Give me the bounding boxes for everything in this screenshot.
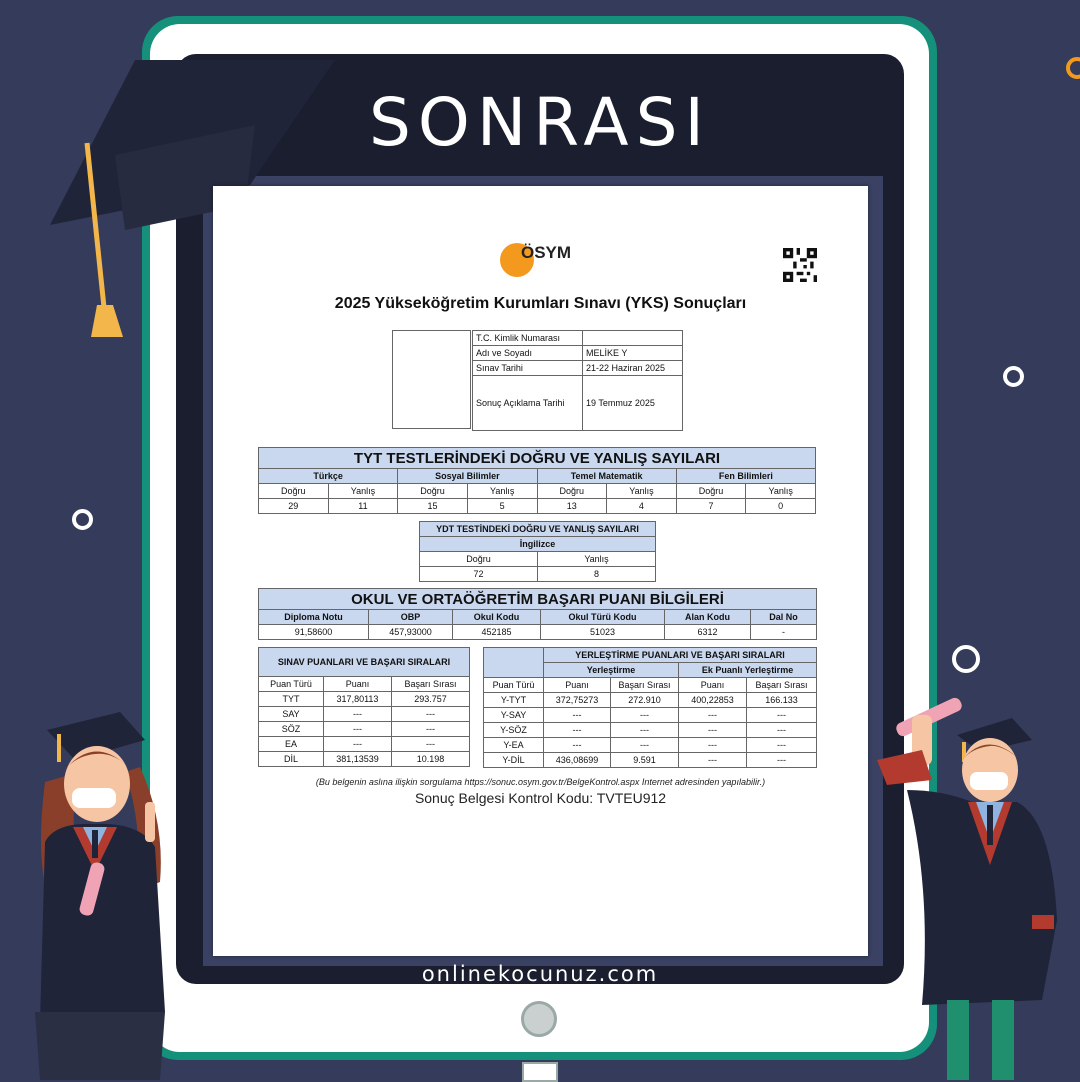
table-cell: SAY — [259, 707, 324, 722]
table-cell: 436,08699 — [544, 753, 611, 768]
graduate-boy-illustration — [872, 690, 1067, 1080]
table-cell: --- — [611, 723, 679, 738]
table-row — [259, 448, 816, 469]
table-cell: 6312 — [665, 625, 751, 640]
table-cell: Y-SAY — [484, 708, 544, 723]
table-cell: Y-TYT — [484, 693, 544, 708]
table-cell: 452185 — [453, 625, 541, 640]
control-code[interactable]: Sonuç Belgesi Kontrol Kodu: TVTEU912 — [414, 790, 667, 806]
table-cell: --- — [747, 723, 817, 738]
table-header: İngilizce — [420, 537, 656, 552]
table-row — [484, 753, 817, 768]
ydt-table — [419, 521, 656, 582]
table-cell: 293.757 — [392, 692, 470, 707]
candidate-table — [472, 330, 683, 431]
table-cell: --- — [679, 753, 747, 768]
table-row — [259, 677, 470, 692]
table-cell: 11 — [328, 499, 398, 514]
table-cell: 166.133 — [747, 693, 817, 708]
table-cell: Sınav Tarihi — [473, 361, 583, 376]
table-cell: 29 — [259, 499, 329, 514]
home-button[interactable] — [521, 1001, 557, 1037]
table-header: Dal No — [751, 610, 817, 625]
table-header: OBP — [369, 610, 453, 625]
table-cell: --- — [324, 737, 392, 752]
osym-logo-text: ÖSYM — [521, 243, 572, 262]
table-cell: 15 — [398, 499, 468, 514]
table-row — [259, 610, 817, 625]
table-cell: 4 — [607, 499, 677, 514]
table-row — [473, 376, 683, 431]
table-cell: DİL — [259, 752, 324, 767]
table-title: YDT TESTİNDEKİ DOĞRU VE YANLIŞ SAYILARI — [420, 522, 656, 537]
table-row — [484, 693, 817, 708]
ring-decoration — [1003, 366, 1024, 387]
table-row — [420, 522, 656, 537]
exam-scores-table — [258, 647, 470, 767]
ring-decoration — [1066, 57, 1080, 79]
table-cell: 13 — [537, 499, 607, 514]
table-cell: 91,58600 — [259, 625, 369, 640]
table-header: Fen Bilimleri — [676, 469, 815, 484]
table-cell: 400,22853 — [679, 693, 747, 708]
website-label[interactable]: onlinekocunuz.com — [421, 962, 659, 986]
verification-note: (Bu belgenin aslına ilişkin sorgulama https://sonuc.osym.gov.tr/BelgeKontrol.aspx Internet adresinden yapılabilir.) — [315, 777, 766, 787]
table-cell: 9.591 — [611, 753, 679, 768]
table-title: TYT TESTLERİNDEKİ DOĞRU VE YANLIŞ SAYILARI — [259, 448, 816, 469]
table-cell: --- — [747, 738, 817, 753]
table-cell: 457,93000 — [369, 625, 453, 640]
table-row — [259, 752, 470, 767]
table-header: Okul Kodu — [453, 610, 541, 625]
table-header: Yanlış — [746, 484, 816, 499]
table-header: Temel Matematik — [537, 469, 676, 484]
table-row — [259, 499, 816, 514]
table-header: Yanlış — [538, 552, 656, 567]
table-row — [484, 738, 817, 753]
table-row — [259, 707, 470, 722]
table-cell: 10.198 — [392, 752, 470, 767]
graduate-girl-illustration — [25, 712, 185, 1080]
table-header: Puan Türü — [484, 678, 544, 693]
table-cell: --- — [747, 753, 817, 768]
table-row — [259, 484, 816, 499]
table-cell: --- — [679, 708, 747, 723]
table-header: Başarı Sırası — [392, 677, 470, 692]
ring-decoration — [952, 645, 980, 673]
table-header: Diploma Notu — [259, 610, 369, 625]
table-row — [259, 737, 470, 752]
table-row — [420, 537, 656, 552]
table-header: Yanlış — [607, 484, 677, 499]
tablet-stand — [522, 1062, 558, 1082]
table-title: SINAV PUANLARI VE BAŞARI SIRALARI — [259, 648, 470, 677]
table-cell: 72 — [420, 567, 538, 582]
table-cell: --- — [324, 707, 392, 722]
table-cell: Sonuç Açıklama Tarihi — [473, 376, 583, 431]
table-row — [484, 723, 817, 738]
table-cell: TYT — [259, 692, 324, 707]
table-cell: Y-DİL — [484, 753, 544, 768]
photo-box — [392, 330, 471, 429]
table-cell: 0 — [746, 499, 816, 514]
table-header: Sosyal Bilimler — [398, 469, 537, 484]
table-header: Puanı — [544, 678, 611, 693]
table-row — [259, 625, 817, 640]
table-header: Başarı Sırası — [747, 678, 817, 693]
table-header: Puanı — [324, 677, 392, 692]
table-cell: Adı ve Soyadı — [473, 346, 583, 361]
table-row — [259, 648, 470, 677]
table-row — [259, 469, 816, 484]
table-cell: 5 — [467, 499, 537, 514]
table-cell: --- — [611, 738, 679, 753]
table-cell — [484, 648, 544, 678]
table-header: Ek Puanlı Yerleştirme — [679, 663, 817, 678]
table-cell: --- — [679, 723, 747, 738]
table-row — [473, 346, 683, 361]
table-cell: --- — [392, 707, 470, 722]
table-cell: --- — [392, 737, 470, 752]
table-cell: 381,13539 — [324, 752, 392, 767]
table-cell: --- — [611, 708, 679, 723]
table-cell: --- — [747, 708, 817, 723]
table-header: Doğru — [537, 484, 607, 499]
table-header: Doğru — [398, 484, 468, 499]
table-cell: --- — [544, 738, 611, 753]
table-cell: 7 — [676, 499, 746, 514]
table-cell: 19 Temmuz 2025 — [583, 376, 683, 431]
table-header: Yanlış — [328, 484, 398, 499]
table-header: Puan Türü — [259, 677, 324, 692]
table-header: Doğru — [676, 484, 746, 499]
table-title: OKUL VE ORTAÖĞRETİM BAŞARI PUANI BİLGİLERİ — [259, 589, 817, 610]
table-header: Alan Kodu — [665, 610, 751, 625]
table-cell: --- — [392, 722, 470, 737]
table-cell: Y-EA — [484, 738, 544, 753]
table-cell: SÖZ — [259, 722, 324, 737]
qr-code-icon — [783, 248, 817, 282]
table-row — [420, 552, 656, 567]
table-row — [484, 708, 817, 723]
table-cell — [583, 331, 683, 346]
tyt-table — [258, 447, 816, 514]
table-header: Doğru — [420, 552, 538, 567]
table-row — [259, 722, 470, 737]
table-cell: --- — [324, 722, 392, 737]
table-header: Başarı Sırası — [611, 678, 679, 693]
table-row — [259, 692, 470, 707]
table-cell: EA — [259, 737, 324, 752]
table-cell: 21-22 Haziran 2025 — [583, 361, 683, 376]
table-cell: --- — [544, 723, 611, 738]
table-cell: MELİKE Y — [583, 346, 683, 361]
table-cell: --- — [544, 708, 611, 723]
school-table — [258, 588, 817, 640]
table-header: Yerleştirme — [544, 663, 679, 678]
table-cell: 8 — [538, 567, 656, 582]
table-row — [484, 648, 817, 663]
document-title: 2025 Yükseköğretim Kurumları Sınavı (YKS) Sonuçları — [334, 295, 747, 312]
table-cell: 372,75273 — [544, 693, 611, 708]
table-header: Türkçe — [259, 469, 398, 484]
table-cell: 272.910 — [611, 693, 679, 708]
table-row — [473, 361, 683, 376]
table-cell: Y-SÖZ — [484, 723, 544, 738]
table-cell: T.C. Kimlik Numarası — [473, 331, 583, 346]
table-row — [484, 678, 817, 693]
table-cell: --- — [679, 738, 747, 753]
table-row — [259, 589, 817, 610]
table-cell: - — [751, 625, 817, 640]
placement-scores-table — [483, 647, 817, 768]
headline: SONRASI — [369, 84, 711, 161]
table-cell: 51023 — [541, 625, 665, 640]
table-header: Puanı — [679, 678, 747, 693]
ring-decoration — [72, 509, 93, 530]
table-cell: 317,80113 — [324, 692, 392, 707]
table-header: Yanlış — [467, 484, 537, 499]
table-header: Doğru — [259, 484, 329, 499]
table-title: YERLEŞTİRME PUANLARI VE BAŞARI SIRALARI — [544, 648, 817, 663]
table-row — [420, 567, 656, 582]
table-header: Okul Türü Kodu — [541, 610, 665, 625]
table-row — [473, 331, 683, 346]
